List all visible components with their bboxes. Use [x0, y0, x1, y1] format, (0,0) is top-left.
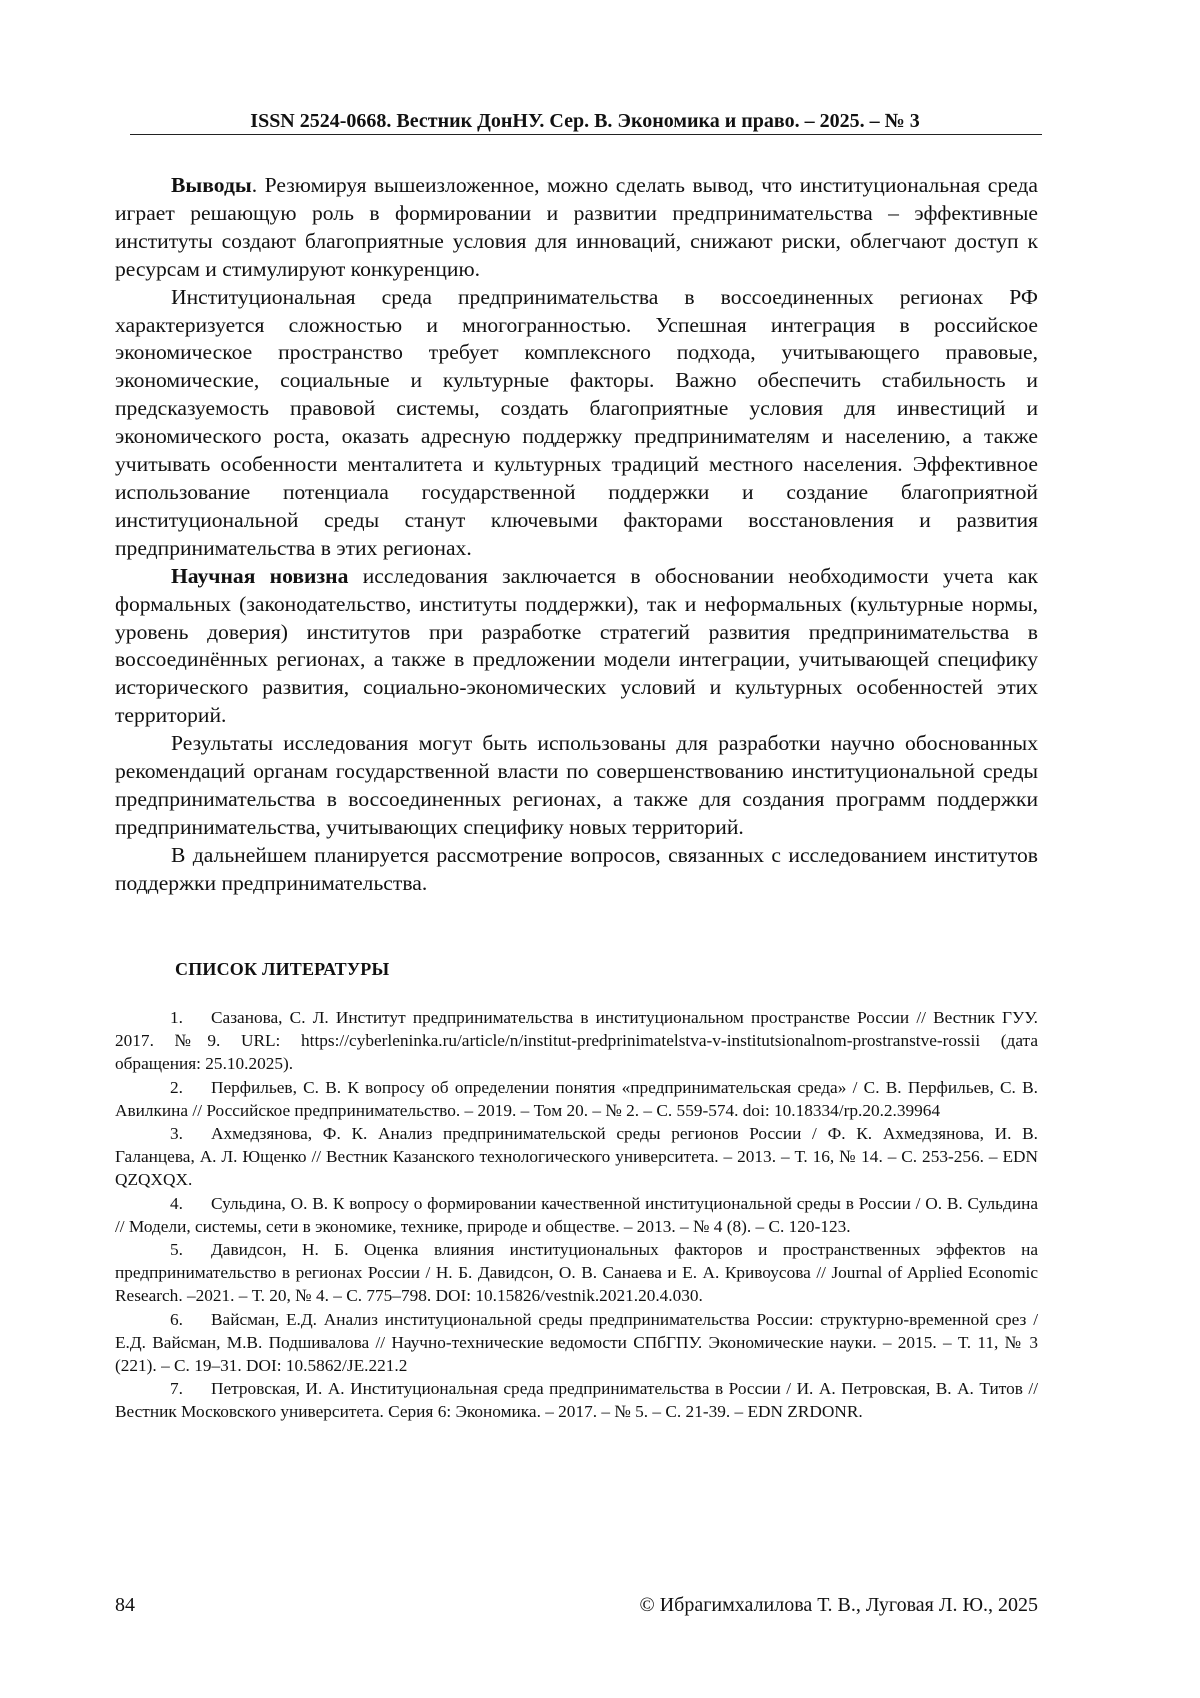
- reference-number: 2.: [170, 1077, 183, 1097]
- header-rule: [130, 134, 1042, 135]
- conclusions-text: . Резюмируя вышеизложенное, можно сделать вывод, что институциональная среда играет решающую роль в формировании и развитии предпринимательства – эффективные институты создают благоприятные условия для инноваций, снижают риски, облегчают доступ к ресурсам и стимулируют конкуренцию.: [115, 173, 1038, 281]
- reference-text: Вайсман, Е.Д. Анализ институциональной среды предпринимательства России: структурно-временной срез / Е.Д. Вайсман, М.В. Подшивалова // Научно-технические ведомости СПбГПУ. Экономические науки. – 2015. – Т. 11, № 3 (221). – С. 19–31. DOI: 10.5862/JE.221.2: [115, 1309, 1038, 1376]
- reference-text: Давидсон, Н. Б. Оценка влияния институциональных факторов и пространственных эффектов на предпринимательство в регионах России / Н. Б. Давидсон, О. В. Санаева и Е. А. Кривоусова // Journal of Applied Economic Research. –2021. – Т. 20, № 4. – С. 775–798. DOI: 10.15826/vestnik.2021.20.4.030.: [115, 1240, 1038, 1306]
- reference-number: 3.: [170, 1124, 183, 1144]
- future-research-paragraph: В дальнейшем планируется рассмотрение вопросов, связанных с исследованием институтов поддержки предпринимательства.: [115, 842, 1038, 895]
- novelty-paragraph: [115, 563, 1038, 730]
- references-list: [115, 1006, 1038, 1424]
- copyright-notice: © Ибрагимхалилова Т. В., Луговая Л. Ю., 2025: [639, 1594, 1038, 1616]
- reference-item: [115, 1192, 1038, 1238]
- reference-item: [115, 1377, 1038, 1423]
- novelty-text: исследования заключается в обосновании необходимости учета как формальных (законодательство, институты поддержки), так и неформальных (культурные нормы, уровень доверия) институтов при разработке стратегий развития предпринимательства в воссоединённых регионах, а также в предложении модели интеграции, учитывающей специфику исторического развития, социально-экономических условий и культурных особенностей этих территорий.: [115, 563, 1038, 728]
- reference-text: Сазанова, С. Л. Институт предпринимательства в институциональном пространстве России // Вестник ГУУ. 2017. №9. URL: https://cyberleninka.ru/article/n/institut-predprinimatelstva-v-institutsionalnom-prostranstve-rossii (дата обращения: 25.10.2025).: [115, 1008, 1038, 1074]
- article-body: [115, 172, 1038, 898]
- results-paragraph: Результаты исследования могут быть использованы для разработки научно обоснованных рекомендаций органам государственной власти по совершенствованию институциональной среды предпринимательства в воссоединенных регионах, а также для создания программ поддержки предпринимательства, учитывающих специфику новых территорий.: [115, 731, 1038, 839]
- reference-item: [115, 1076, 1038, 1122]
- reference-number: 6.: [170, 1309, 183, 1329]
- reference-number: 5.: [170, 1240, 183, 1260]
- reference-text: Ахмедзянова, Ф. К. Анализ предпринимательской среды регионов России / Ф. К. Ахмедзянова, И. В. Галанцева, А. Л. Ющенко // Вестник Казанского технологического университета. – 2013. – Т. 16, № 14. – С. 253-256. – EDN QZQXQX.: [115, 1124, 1038, 1190]
- reference-item: [115, 1006, 1038, 1076]
- institutional-environment-paragraph: Институциональная среда предпринимательства в воссоединенных регионах РФ характеризуется сложностью и многогранностью. Успешная интеграция в российское экономическое пространство требует комплексного подхода, учитывающего правовые, экономические, социальные и культурные факторы. Важно обеспечить стабильность и предсказуемость правовой системы, создать благоприятные условия для инвестиций и экономического роста, оказать адресную поддержку предпринимателям и населению, а также учитывать особенности менталитета и культурных традиций местного населения. Эффективное использование потенциала государственной поддержки и создание благоприятной институциональной среды станут ключевыми факторами восстановления и развития предпринимательства в этих регионах.: [115, 284, 1038, 560]
- references-title: СПИСОК ЛИТЕРАТУРЫ: [175, 959, 390, 979]
- reference-text: Перфильев, С. В. К вопросу об определении понятия «предпринимательская среда» / С. В. Перфильев, С. В. Авилкина // Российское предпринимательство. – 2019. – Том 20. – № 2. – С. 559-574. doi: 10.18334/rp.20.2.39964: [115, 1077, 1038, 1120]
- reference-item: [115, 1238, 1038, 1308]
- page-number: 84: [115, 1594, 135, 1616]
- reference-text: Сульдина, О. В. К вопросу о формировании качественной институциональной среды в России / О. В. Сульдина // Модели, системы, сети в экономике, технике, природе и обществе. – 2013. – № 4 (8). – С. 120-123.: [115, 1193, 1038, 1236]
- reference-number: 7.: [170, 1379, 183, 1399]
- novelty-heading: Научная новизна: [171, 563, 349, 588]
- reference-item: [115, 1122, 1038, 1192]
- reference-number: 1.: [170, 1008, 183, 1027]
- conclusions-heading: Выводы: [171, 173, 252, 197]
- reference-item: [115, 1308, 1038, 1378]
- running-header: ISSN 2524-0668. Вестник ДонНУ. Сер. В. Экономика и право. – 2025. – № 3: [250, 110, 920, 132]
- reference-text: Петровская, И. А. Институциональная среда предпринимательства в России / И. А. Петровская, В. А. Титов // Вестник Московского университета. Серия 6: Экономика. – 2017. – № 5. – С. 21-39. – EDN ZRDONR.: [115, 1379, 1038, 1422]
- conclusions-paragraph: [115, 172, 1038, 284]
- reference-number: 4.: [170, 1193, 183, 1213]
